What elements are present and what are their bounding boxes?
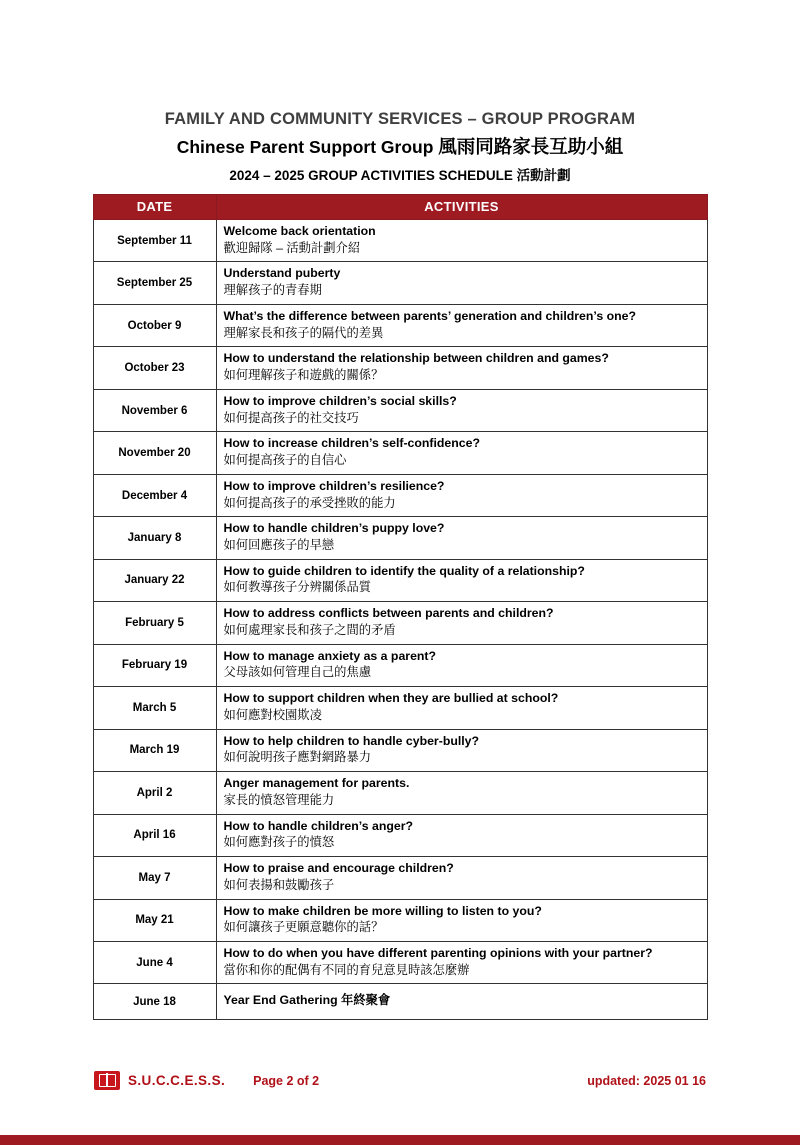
cell-date: September 11 — [93, 220, 216, 262]
footer-brand: S.U.C.C.E.S.S. — [128, 1073, 226, 1088]
table-row — [93, 474, 707, 516]
activity-zh: 如何提高孩子的社交技巧 — [223, 410, 359, 425]
activity-zh: 如何應對校園欺凌 — [223, 707, 322, 722]
document-footer — [0, 1071, 800, 1111]
table-row — [93, 220, 707, 262]
activity-en: What’s the difference between parents’ generation and children’s one? — [223, 308, 636, 323]
cell-activity — [216, 262, 707, 304]
cell-activity — [216, 687, 707, 729]
activity-en: How to manage anxiety as a parent? — [223, 648, 437, 663]
table-row — [93, 814, 707, 856]
cell-date: January 8 — [93, 517, 216, 559]
cell-activity — [216, 304, 707, 346]
document-page — [0, 110, 800, 1145]
table-row — [93, 941, 707, 983]
cell-activity — [216, 347, 707, 389]
activities-schedule-table — [93, 194, 708, 1020]
table-row — [93, 984, 707, 1020]
cell-date: April 16 — [93, 814, 216, 856]
table-header-row — [93, 195, 707, 220]
table-row — [93, 772, 707, 814]
table-row — [93, 347, 707, 389]
activity-en: How to handle children’s puppy love? — [223, 521, 445, 536]
activity-zh: 理解孩子的青春期 — [223, 283, 322, 298]
activity-zh: 如何回應孩子的早戀 — [223, 538, 335, 553]
cell-date: June 4 — [93, 941, 216, 983]
cell-activity — [216, 772, 707, 814]
table-row — [93, 899, 707, 941]
cell-date: December 4 — [93, 474, 216, 516]
activity-zh: 如何讓孩子更願意聽你的話？ — [223, 920, 384, 935]
activity-en: How to handle children’s anger? — [223, 818, 413, 833]
table-row — [93, 389, 707, 431]
cell-activity — [216, 857, 707, 899]
table-row — [93, 857, 707, 899]
activity-en: Welcome back orientation — [223, 224, 376, 238]
header-title-en: Chinese Parent Support Group — [176, 137, 439, 157]
activity-en: How to praise and encourage children? — [223, 861, 454, 876]
cell-date: May 7 — [93, 857, 216, 899]
column-header-activities: ACTIVITIES — [216, 195, 707, 220]
table-row — [93, 687, 707, 729]
activity-en: How to support children when they are bullied at school? — [223, 691, 559, 706]
activity-en: How to help children to handle cyber-bully? — [223, 733, 480, 748]
header-title-line — [0, 133, 800, 159]
activity-en: Year End Gathering 年終聚會 — [223, 993, 391, 1008]
cell-activity — [216, 941, 707, 983]
table-row — [93, 432, 707, 474]
table-row — [93, 304, 707, 346]
cell-date: May 21 — [93, 899, 216, 941]
footer-accent-bar — [0, 1135, 800, 1145]
activity-en: Understand puberty — [223, 266, 341, 281]
cell-activity — [216, 559, 707, 601]
activity-en: How to increase children’s self-confidence? — [223, 436, 480, 451]
table-row — [93, 262, 707, 304]
cell-activity — [216, 474, 707, 516]
activity-zh: 如何提高孩子的自信心 — [223, 453, 347, 468]
activity-zh: 歡迎歸隊 – 活動計劃介紹 — [223, 240, 361, 255]
table-row — [93, 559, 707, 601]
cell-date: February 19 — [93, 644, 216, 686]
table-row — [93, 517, 707, 559]
activity-zh: 如何說明孩子應對網路暴力 — [223, 750, 372, 765]
footer-page-number: Page 2 of 2 — [253, 1073, 320, 1088]
cell-activity — [216, 814, 707, 856]
activity-en: How to improve children’s social skills? — [223, 393, 457, 408]
cell-activity — [216, 389, 707, 431]
activity-en: How to understand the relationship between children and games? — [223, 351, 609, 366]
activity-en: How to do when you have different parenting opinions with your partner? — [223, 945, 653, 960]
cell-activity — [216, 220, 707, 262]
activity-zh: 當你和你的配偶有不同的育兒意見時該怎麼辦 — [223, 962, 470, 977]
cell-activity — [216, 899, 707, 941]
cell-date: October 9 — [93, 304, 216, 346]
cell-activity — [216, 517, 707, 559]
activity-en: How to make children be more willing to listen to you? — [223, 903, 542, 918]
activity-zh: 如何理解孩子和遊戲的關係？ — [223, 368, 384, 383]
activity-zh: 如何表揚和鼓勵孩子 — [223, 877, 335, 892]
cell-date: April 2 — [93, 772, 216, 814]
activity-en: How to guide children to identify the quality of a relationship? — [223, 563, 585, 578]
footer-content — [94, 1071, 706, 1090]
cell-date: October 23 — [93, 347, 216, 389]
activity-en: Anger management for parents. — [223, 776, 410, 791]
cell-date: March 19 — [93, 729, 216, 771]
activity-zh: 如何處理家長和孩子之間的矛盾 — [223, 622, 396, 637]
activity-en: How to address conflicts between parents and children? — [223, 606, 554, 621]
cell-date: January 22 — [93, 559, 216, 601]
activity-zh: 如何提高孩子的承受挫敗的能力 — [223, 495, 396, 510]
activity-zh: 父母該如何管理自己的焦慮 — [223, 665, 372, 680]
column-header-date: DATE — [93, 195, 216, 220]
activity-zh: 家長的憤怒管理能力 — [223, 792, 335, 807]
table-head — [93, 195, 707, 220]
cell-activity — [216, 644, 707, 686]
cell-activity — [216, 729, 707, 771]
table-row — [93, 602, 707, 644]
success-logo-icon — [94, 1071, 120, 1090]
cell-activity — [216, 432, 707, 474]
document-header — [0, 110, 800, 184]
activity-zh: 如何教導孩子分辨關係品質 — [223, 580, 372, 595]
cell-date: June 18 — [93, 984, 216, 1020]
header-title-zh: 風雨同路家長互助小組 — [438, 136, 624, 157]
cell-activity — [216, 984, 707, 1020]
footer-updated-date: updated: 2025 01 16 — [587, 1073, 706, 1088]
header-program-line: FAMILY AND COMMUNITY SERVICES – GROUP PROGRAM — [164, 110, 636, 128]
cell-date: November 20 — [93, 432, 216, 474]
cell-date: February 5 — [93, 602, 216, 644]
table-body — [93, 220, 707, 1020]
cell-activity — [216, 602, 707, 644]
cell-date: September 25 — [93, 262, 216, 304]
activity-zh: 如何應對孩子的憤怒 — [223, 835, 335, 850]
table-row — [93, 644, 707, 686]
activity-zh: 理解家長和孩子的隔代的差異 — [223, 325, 384, 340]
table-row — [93, 729, 707, 771]
header-subtitle-line: 2024 – 2025 GROUP ACTIVITIES SCHEDULE 活動計劃 — [229, 168, 571, 183]
cell-date: November 6 — [93, 389, 216, 431]
cell-date: March 5 — [93, 687, 216, 729]
activity-en: How to improve children’s resilience? — [223, 478, 445, 493]
